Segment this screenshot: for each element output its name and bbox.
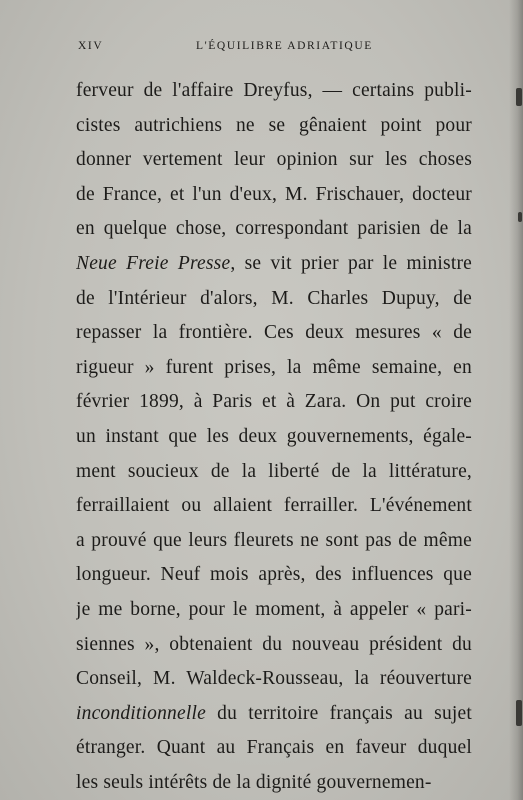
text-line: [76, 109, 472, 144]
italic-text: Neue Freie Presse: [76, 252, 231, 274]
running-title: L'ÉQUILIBRE ADRIATIQUE: [196, 40, 373, 52]
text-line: [76, 316, 472, 351]
text-segment: ferraillaient ou allaient ferrailler. L'événement: [76, 495, 472, 517]
text-segment: février 1899, à Paris et à Zara. On put croire: [76, 391, 472, 413]
text-line: [76, 282, 472, 317]
text-segment: rigueur » furent prises, la même semaine, en: [76, 356, 472, 378]
text-segment: , se vit prier par le ministre: [230, 252, 472, 274]
text-line: [76, 697, 472, 732]
text-line: [76, 178, 472, 213]
text-line: [76, 143, 472, 178]
text-line: [76, 766, 472, 800]
page-edge-mark: [518, 212, 522, 222]
text-line: [76, 524, 472, 559]
text-line: [76, 247, 472, 282]
text-segment: un instant que les deux gouvernements, égale-: [76, 425, 472, 447]
text-segment: je me borne, pour le moment, à appeler « pari-: [76, 598, 472, 620]
text-segment: étranger. Quant au Français en faveur duquel: [76, 737, 472, 759]
text-segment: ferveur de l'affaire Dreyfus, — certains publi-: [76, 80, 472, 101]
text-line: [76, 74, 472, 109]
text-line: [76, 593, 472, 628]
text-segment: repasser la frontière. Ces deux mesures « de: [76, 322, 472, 344]
text-line: [76, 628, 472, 663]
text-segment: a prouvé que leurs fleurets ne sont pas de même: [76, 529, 472, 551]
text-line: [76, 558, 472, 593]
text-line: [76, 731, 472, 766]
text-line: [76, 212, 472, 247]
text-segment: longueur. Neuf mois après, des influences que: [76, 564, 472, 586]
text-segment: de l'Intérieur d'alors, M. Charles Dupuy, de: [76, 287, 472, 309]
text-line: [76, 351, 472, 386]
text-segment: cistes autrichiens ne se gênaient point pour: [76, 114, 472, 136]
text-segment: donner vertement leur opinion sur les choses: [76, 149, 472, 171]
running-header: [78, 40, 470, 60]
text-segment: de France, et l'un d'eux, M. Frischauer, docteur: [76, 183, 472, 205]
page-edge-shadow: [509, 0, 523, 800]
text-segment: les seuls intérêts de la dignité gouvernemen-: [76, 771, 432, 793]
page-edge-mark: [516, 700, 522, 726]
text-segment: du territoire français au sujet: [205, 702, 472, 724]
text-segment: siennes », obtenaient du nouveau président du: [76, 633, 472, 655]
body-text: [76, 74, 472, 800]
text-line: [76, 420, 472, 455]
text-line: [76, 662, 472, 697]
text-line: [76, 489, 472, 524]
text-segment: ment soucieux de la liberté de la littérature,: [76, 460, 472, 482]
page-edge-mark: [516, 88, 522, 106]
text-segment: en quelque chose, correspondant parisien de la: [76, 218, 472, 240]
text-segment: Conseil, M. Waldeck-Rousseau, la réouverture: [76, 668, 472, 690]
text-line: [76, 455, 472, 490]
text-line: [76, 385, 472, 420]
page-number: XIV: [78, 40, 104, 52]
italic-text: inconditionnelle: [76, 702, 206, 724]
